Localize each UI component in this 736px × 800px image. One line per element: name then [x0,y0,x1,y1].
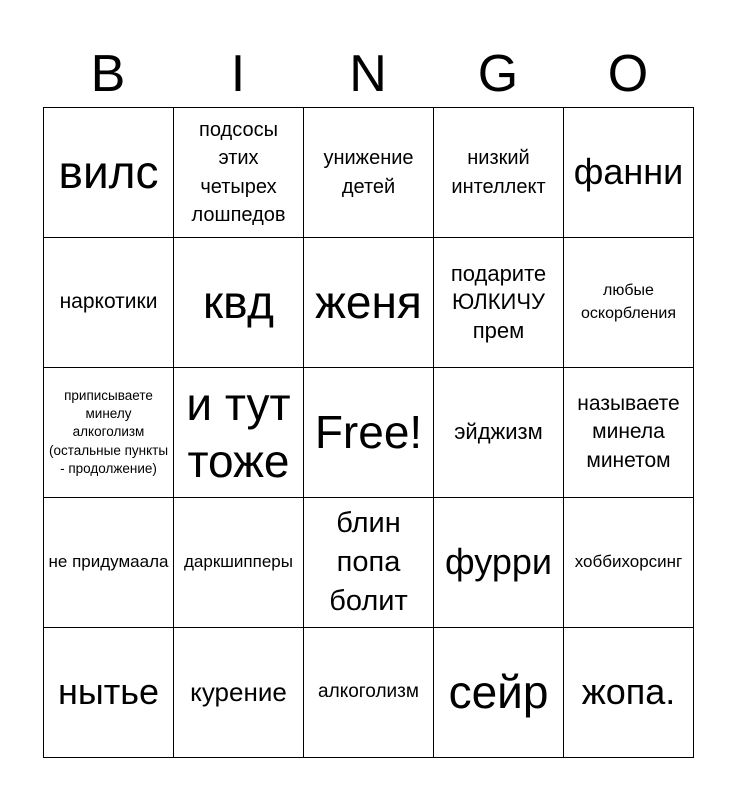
cell-label: любые оскорбления [581,281,676,322]
bingo-cell[interactable] [174,628,304,758]
board-row-1 [44,108,694,238]
cell-label: не придумаала [48,552,169,572]
bingo-cell[interactable] [44,368,174,498]
bingo-cell[interactable] [564,238,694,368]
cell-label: даркшипперы [184,552,293,572]
board-row-2 [44,238,694,368]
cell-label: подсосы этих четырех лошпедов [191,118,286,226]
bingo-cell[interactable] [434,368,564,498]
cell-label: фанни [573,151,684,193]
board-row-5 [44,628,694,758]
bingo-cell[interactable] [174,108,304,238]
cell-label: алкоголизм [318,681,419,703]
header-letter-i: I [230,45,246,103]
bingo-cell[interactable] [174,238,304,368]
cell-label: квд [203,276,274,329]
cell-label: называете минела минетом [577,391,680,472]
cell-label: блин попа болит [329,506,408,618]
cell-label: хоббихорсинг [574,552,683,572]
bingo-cell[interactable] [564,368,694,498]
free-space-cell[interactable] [304,368,434,498]
bingo-cell[interactable] [434,238,564,368]
bingo-cell[interactable] [174,368,304,498]
header-letter-b: B [90,45,126,103]
cell-label: фурри [445,541,552,583]
cell-label: нытье [57,671,160,713]
cell-label: наркотики [59,290,158,314]
cell-label: женя [315,276,422,329]
bingo-cell[interactable] [434,108,564,238]
bingo-cell[interactable] [304,628,434,758]
header-letter-g: G [477,45,519,103]
bingo-cell[interactable] [564,108,694,238]
cell-label: курение [190,676,287,707]
cell-label: подарите ЮЛКИЧУ прем [450,260,547,343]
bingo-cell[interactable] [434,498,564,628]
board-row-3 [44,368,694,498]
bingo-header [43,40,693,108]
bingo-cell[interactable] [174,498,304,628]
free-space-label: Free! [314,406,423,459]
cell-label: жопа. [581,671,676,713]
header-letter-o: O [607,45,649,103]
bingo-cell[interactable] [434,628,564,758]
bingo-cell[interactable] [564,498,694,628]
bingo-cell[interactable] [44,628,174,758]
header-letter-n: N [349,45,387,103]
board-row-4 [44,498,694,628]
cell-label: низкий интеллект [451,147,546,198]
cell-label: сейр [448,666,549,719]
bingo-cell[interactable] [44,498,174,628]
bingo-cell[interactable] [564,628,694,758]
bingo-board [43,107,694,758]
cell-label: вилс [58,146,159,199]
bingo-cell[interactable] [44,238,174,368]
bingo-cell[interactable] [304,108,434,238]
cell-label: унижение детей [323,147,414,198]
bingo-cell[interactable] [304,238,434,368]
cell-label: и тут тоже [186,378,291,487]
cell-label: приписываете минелу алкоголизм (остальные пункты - продолжение) [48,387,169,476]
bingo-cell[interactable] [44,108,174,238]
bingo-cell[interactable] [304,498,434,628]
cell-label: эйджизм [454,419,543,445]
